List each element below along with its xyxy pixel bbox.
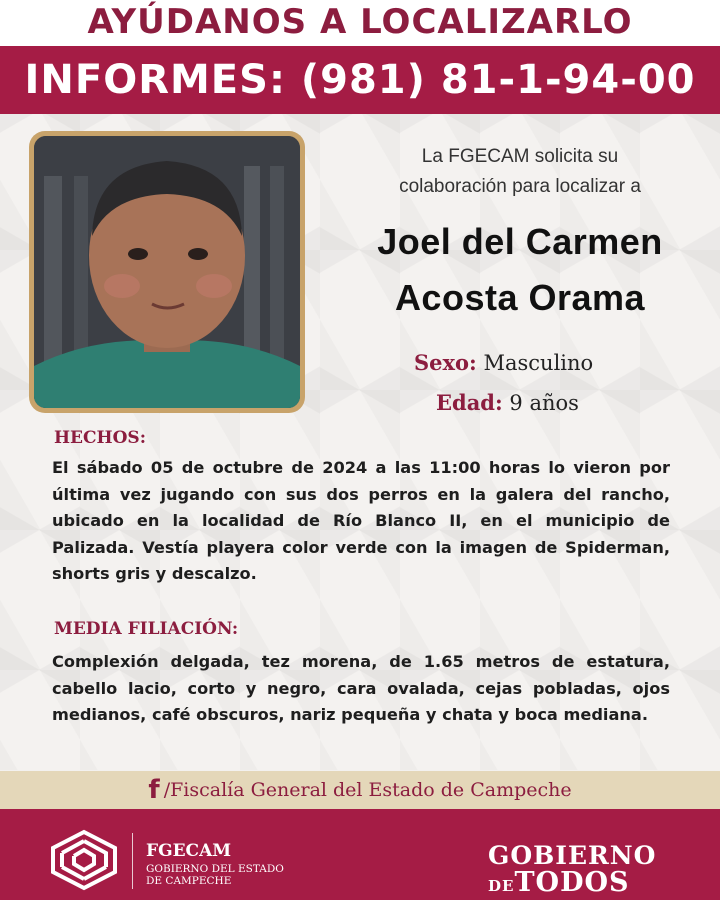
media-filiacion-text: Complexión delgada, tez morena, de 1.65 metros de estatura, cabello lacio, corto y negro, cara ovalada, cejas pobladas, ojos medianos, café obscuros, nariz pequeña y chata y boca mediana. [52,652,670,724]
photo-image [34,136,300,408]
gobierno-label: GOBIERNO [488,841,657,870]
age-value: 9 años [509,391,579,415]
fgecam-sub-line-2: DE CAMPECHE [146,875,232,887]
missing-person-photo [29,131,305,413]
age-label: Edad: [436,390,503,415]
name-line-1: Joel del Carmen [377,221,663,262]
footer-divider [132,833,133,889]
sex-value: Masculino [483,351,594,375]
sex-label: Sexo: [414,350,477,375]
intro-line-1: La FGECAM solicita su [421,146,619,167]
hechos-text: El sábado 05 de octubre de 2024 a las 11:00 horas lo vieron por última vez jugando con sus dos perros en la galera del rancho, ubicado en la localidad de Río Blanco II, en el municipio de Palizada. Vestía playera color verde con la imagen de Spiderman, shorts gris y descalzo. [52,458,670,583]
facebook-icon: f [148,775,160,805]
child-portrait [34,136,300,408]
fgecam-logo-icon [48,829,120,891]
facebook-page-text: /Fiscalía General del Estado de Campeche [163,779,572,801]
footer [0,809,720,900]
age-field [436,390,579,415]
de-text: DE [488,877,515,895]
fgecam-subtitle [146,863,284,887]
phone-banner: INFORMES: (981) 81-1-94-00 [0,46,720,114]
person-name [330,214,710,326]
facebook-bar [0,771,720,809]
intro-line-2: colaboración para localizar a [399,176,641,197]
todos-text: TODOS [514,867,630,898]
fgecam-name: FGECAM [146,841,232,861]
name-line-2: Acosta Orama [394,277,646,318]
de-todos-label [488,867,630,898]
media-filiacion-title: MEDIA FILIACIÓN: [54,619,239,639]
hechos-title: HECHOS: [54,428,146,448]
sex-field [414,350,593,375]
fgecam-sub-line-1: GOBIERNO DEL ESTADO [146,863,284,875]
intro-text [330,142,710,202]
page-title: AYÚDANOS A LOCALIZARLO [0,0,720,46]
